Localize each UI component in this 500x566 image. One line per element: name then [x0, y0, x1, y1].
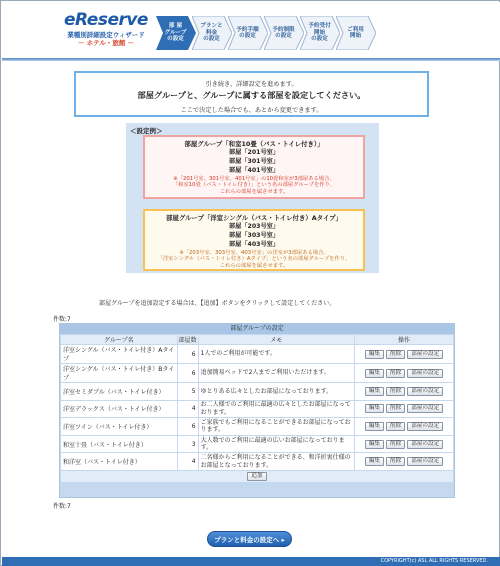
step-plan-price[interactable]: [192, 16, 230, 50]
step-label: 部 屋 グループ の設定: [164, 23, 187, 43]
intro-line-3: ここで決定した場合でも、あとから変更できます。: [180, 107, 323, 114]
room-settings-button[interactable]: 部屋の設定: [407, 369, 443, 378]
add-guide-text: 部屋グループを追加設定する場合は、【追加】ボタンをクリックして設定してください。: [99, 300, 336, 307]
edit-button[interactable]: 編集: [365, 440, 384, 449]
edit-button[interactable]: 編集: [365, 350, 384, 359]
delete-button[interactable]: 削除: [386, 422, 405, 431]
table-row: [61, 453, 453, 470]
example-panel: [126, 123, 379, 273]
example-note: ※「201号室、301号室、401号室」の10畳和室が3部屋ある場合、 「和室10畳（バス・トイレ付き）」という名の部屋グループを作り、 これらの部屋を属させます。: [172, 176, 336, 195]
room-settings-button[interactable]: 部屋の設定: [407, 422, 443, 431]
delete-button[interactable]: 削除: [386, 457, 405, 466]
record-count-bottom: 件数:7: [53, 503, 71, 510]
next-plan-price-button[interactable]: [207, 531, 292, 547]
step-label: 予約受付 開始 の設定: [308, 23, 331, 43]
table-row: [61, 383, 453, 400]
intro-heading: 部屋グループと、グループに属する部屋を設定してください。: [137, 90, 366, 100]
group-name: 和洋室（バス・トイレ付き）: [61, 453, 177, 470]
group-memo: ゆとりある広々としたお部屋になっております。: [199, 383, 354, 400]
row-operations: [355, 401, 453, 418]
header-operations: 操作: [355, 335, 453, 344]
step-reservation-procedure[interactable]: [228, 16, 266, 50]
table-row: [61, 436, 453, 453]
row-operations: [355, 436, 453, 453]
example-room: 部屋「301号室」: [228, 158, 280, 165]
room-group-grid: [60, 334, 454, 483]
table-row: [61, 418, 453, 435]
group-name: 洋室デラックス（バス・トイレ付き）: [61, 401, 177, 418]
add-cell: [61, 471, 453, 482]
example-room: 部屋「303号室」: [228, 232, 280, 239]
table-caption: 部屋グループの設定: [60, 324, 454, 334]
room-count: 6: [178, 418, 198, 435]
room-count: 4: [178, 401, 198, 418]
edit-button[interactable]: 編集: [365, 387, 384, 396]
table-body: [61, 345, 453, 482]
group-memo: 追加簡易ベッドで2人までご利用いただけます。: [199, 364, 354, 382]
header-room-count: 部屋数: [178, 337, 197, 344]
next-button-label: プランと料金の設定へ: [214, 536, 280, 544]
step-reservation-limit[interactable]: [264, 16, 302, 50]
example-note: ※「203号室、303号室、403号室」の洋室が3部屋ある場合、 「洋室シングル（バス・トイレ付き）Aタイプ」という名の部屋グループを作り、 これらの部屋を属させます。: [157, 250, 351, 269]
add-button[interactable]: 追加: [247, 472, 266, 481]
step-room-group[interactable]: [156, 16, 194, 50]
delete-button[interactable]: 削除: [386, 404, 405, 413]
record-count-top: 件数:7: [53, 316, 71, 323]
intro-line-1: 引き続き、詳細設定を進めます。: [205, 81, 298, 88]
room-settings-button[interactable]: 部屋の設定: [407, 440, 443, 449]
row-operations: [355, 383, 453, 400]
room-settings-button[interactable]: 部屋の設定: [407, 404, 443, 413]
row-operations: [355, 345, 453, 363]
edit-button[interactable]: 編集: [365, 369, 384, 378]
group-memo: ご家族でもご利用になることができるお部屋になっております。: [199, 418, 354, 435]
room-settings-button[interactable]: 部屋の設定: [407, 387, 443, 396]
row-operations: [355, 453, 453, 470]
step-label: プランと 料金 の設定: [200, 23, 223, 43]
header-group-name: グループ名: [61, 335, 177, 344]
group-memo: 二名様からご利用になることができる、和洋折衷仕様のお部屋となっております。: [199, 453, 354, 470]
table-row: [61, 345, 453, 363]
example-room: 部屋「201号室」: [228, 149, 280, 156]
group-name: 洋室ツイン（バス・トイレ付き）: [61, 418, 177, 435]
logo-subtitle: 業種別詳細設定ウィザード: [67, 31, 145, 39]
room-count: 5: [178, 383, 198, 400]
table-row: [61, 401, 453, 418]
step-reception-start[interactable]: [300, 16, 338, 50]
room-group-table: [59, 323, 455, 498]
example-group-japanese: [143, 135, 365, 199]
example-room: 部屋「203号室」: [228, 223, 280, 230]
row-operations: [355, 418, 453, 435]
room-count: 3: [178, 436, 198, 453]
table-header-row: [61, 335, 453, 344]
example-room: 部屋「403号室」: [228, 241, 280, 248]
group-name: 洋室シングル（バス・トイレ付き）Aタイプ: [61, 345, 177, 363]
room-settings-button[interactable]: 部屋の設定: [407, 457, 443, 466]
logo-category: － ホテル・旅館 －: [77, 39, 135, 47]
group-name: 洋室セミダブル（バス・トイレ付き）: [61, 383, 177, 400]
step-label: 予約制限 の設定: [272, 26, 295, 39]
delete-button[interactable]: 削除: [386, 387, 405, 396]
delete-button[interactable]: 削除: [386, 440, 405, 449]
example-group-name: 部屋グループ「和室10畳（バス・トイレ付き）」: [184, 140, 324, 148]
header-memo: メモ: [199, 335, 354, 344]
group-name: 和室十畳（バス・トイレ付き）: [61, 436, 177, 453]
example-group-western: [143, 209, 365, 271]
room-count: 6: [178, 345, 198, 363]
header-divider: [2, 58, 500, 61]
copyright-text: COPYRIGHT(c) ASL ALL RIGHTS RESERVED.: [380, 558, 488, 564]
group-memo: 1人でのご利用が可能です。: [199, 345, 354, 363]
delete-button[interactable]: 削除: [386, 350, 405, 359]
group-memo: 大人数でのご利用に最適の広いお部屋になっております。: [199, 436, 354, 453]
group-name: 洋室シングル（バス・トイレ付き）Bタイプ: [61, 364, 177, 382]
step-start-use[interactable]: [336, 16, 374, 50]
edit-button[interactable]: 編集: [365, 404, 384, 413]
row-operations: [355, 364, 453, 382]
delete-button[interactable]: 削除: [386, 369, 405, 378]
example-room: 部屋「401号室」: [228, 167, 280, 174]
edit-button[interactable]: 編集: [365, 422, 384, 431]
header: [2, 2, 500, 58]
group-memo: お二人様でのご利用に最適の広々としたお部屋になっております。: [199, 401, 354, 418]
room-count: 4: [178, 453, 198, 470]
footer: [2, 557, 500, 566]
intro-box: [74, 71, 429, 117]
wizard-steps: [156, 16, 372, 50]
example-group-name: 部屋グループ「洋室シングル（バス・トイレ付き）Aタイプ」: [166, 214, 342, 222]
logo: [60, 12, 152, 47]
table-row: [61, 364, 453, 382]
edit-button[interactable]: 編集: [365, 457, 384, 466]
logo-title: eReserve: [64, 10, 148, 30]
room-settings-button[interactable]: 部屋の設定: [407, 350, 443, 359]
step-label: ご利用 開始: [347, 26, 364, 39]
room-count: 6: [178, 364, 198, 382]
add-row: [61, 471, 453, 482]
step-label: 予約手順 の設定: [236, 26, 259, 39]
arrow-right-icon: ▸: [281, 536, 285, 544]
example-label: ＜設定例＞: [130, 127, 163, 135]
